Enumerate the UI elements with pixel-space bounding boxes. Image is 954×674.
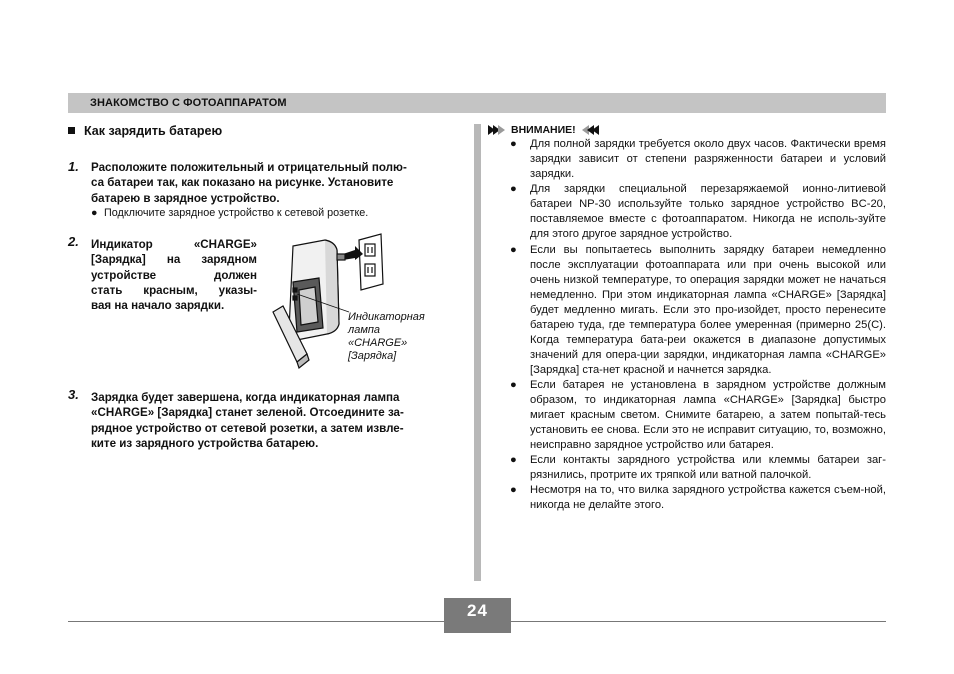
warning-item bbox=[510, 182, 886, 242]
step-2-line: стать красным, указы- bbox=[91, 283, 257, 297]
step-2-line: [Зарядка] на зарядном bbox=[91, 253, 257, 267]
step-3-text bbox=[91, 390, 466, 451]
column-divider bbox=[474, 124, 481, 581]
step-1-line: Расположите положительный и отрицательный полю- bbox=[91, 161, 407, 174]
bullet-dot-icon: ● bbox=[510, 484, 517, 497]
section-title bbox=[68, 124, 222, 138]
bullet-dot-icon: ● bbox=[510, 454, 517, 467]
bullet-dot-icon: ● bbox=[510, 138, 517, 150]
step-3-number: 3. bbox=[68, 387, 79, 402]
step-1-line: батарею в зарядное устройство. bbox=[91, 191, 280, 205]
lamp-caption-line: Индикаторная bbox=[348, 311, 425, 323]
step-3-line: «CHARGE» [Зарядка] станет зеленой. Отсоедините за- bbox=[91, 406, 404, 420]
step-3-line: рядное устройство от сетевой розетки, а затем извле- bbox=[91, 421, 404, 435]
step-1-note bbox=[91, 207, 368, 219]
bullet-dot-icon: ● bbox=[510, 183, 517, 196]
warning-item-text: Если контакты зарядного устройства или клеммы батареи заг-рязнились, протрите их тряпкой или ватной палочкой. bbox=[530, 454, 886, 482]
bullet-dot-icon: ● bbox=[510, 378, 517, 391]
warning-item bbox=[510, 243, 886, 378]
warning-item-text: Если батарея не установлена в зарядном устройстве должным образом, то индикаторная лампа «CHARGE» [Зарядка] быстро мигает красным светом. Снимите батарею, а затем попытай-тесь установить ее снова. Если это не исправит ситуацию, то, возможно, неисправно зарядное устройство или батарея. bbox=[530, 378, 886, 451]
charger-body-icon bbox=[289, 240, 345, 340]
step-2-line: вая на начало зарядки. bbox=[91, 299, 225, 313]
warning-item bbox=[510, 453, 886, 483]
step-2-line: устройстве должен bbox=[91, 268, 257, 282]
warning-list bbox=[510, 137, 886, 514]
warning-item bbox=[510, 483, 886, 513]
step-3-line: ките из зарядного устройства батарею. bbox=[91, 436, 319, 450]
warning-item-text: Для зарядки специальной перезаряжаемой ионно-литиевой батареи NP-30 используйте только зарядное устройство BC-20, поставляемое вместе с фотоаппаратом. Никогда не исполь-зуйте для этого другое зарядное устройство. bbox=[530, 183, 886, 241]
arrow-left-icon bbox=[592, 125, 599, 135]
bullet-dot-icon: ● bbox=[91, 207, 98, 219]
header-title: ЗНАКОМСТВО С ФОТОАППАРАТОМ bbox=[90, 97, 287, 109]
step-1-number: 1. bbox=[68, 159, 79, 174]
lamp-caption-line: лампа bbox=[348, 324, 381, 336]
step-2-text bbox=[91, 237, 257, 313]
warning-item bbox=[510, 378, 886, 453]
warning-item-text: Несмотря на то, что вилка зарядного устройства кажется съем-ной, никогда не делайте этого. bbox=[530, 484, 886, 512]
warning-item bbox=[510, 137, 886, 182]
header-bar bbox=[68, 93, 886, 113]
warning-label: ВНИМАНИЕ! bbox=[511, 124, 576, 136]
section-title-text: Как зарядить батарею bbox=[84, 124, 223, 138]
lamp-caption-line: «CHARGE» bbox=[348, 337, 408, 349]
step-3-line: Зарядка будет завершена, когда индикаторная лампа bbox=[91, 391, 400, 404]
step-1-note-text: Подключите зарядное устройство к сетевой розетке. bbox=[104, 207, 369, 219]
page-number: 24 bbox=[444, 598, 511, 633]
step-2-line: Индикатор «CHARGE» bbox=[91, 238, 257, 251]
lamp-caption-line: [Зарядка] bbox=[348, 350, 397, 362]
step-2-number: 2. bbox=[68, 234, 79, 249]
warning-heading bbox=[488, 124, 599, 136]
black-square-icon bbox=[68, 127, 75, 134]
warning-item-text: Если вы попытаетесь выполнить зарядку батареи немедленно после эксплуатации фотоаппарата или при очень высокой или очень низкой температуре, то операция зарядки может не начаться немедленно. При этом индикаторная лампа «CHARGE» [Зарядка] будет медленно мигать. Если это про-изойдет, просто перенесите батарею туда, где температура более умеренная (примерно 25(C). Когда температура бата-реи окажется в диапазоне допустимых значений для опера-ции зарядки, индикаторная лампа «CHARGE» [Зарядка] ста-нет красной и начнется зарядка. bbox=[530, 243, 886, 376]
arrow-right-icon bbox=[498, 125, 505, 135]
bullet-dot-icon: ● bbox=[510, 243, 517, 256]
warning-item-text: Для полной зарядки требуется около двух часов. Фактически время зарядки зависит от степени разряженности батареи и условий зарядки. bbox=[530, 138, 886, 180]
wall-socket-icon bbox=[359, 234, 383, 290]
step-1-text bbox=[91, 160, 466, 206]
lamp-caption bbox=[348, 311, 425, 363]
step-1-line: са батареи так, как показано на рисунке. Установите bbox=[91, 176, 394, 190]
